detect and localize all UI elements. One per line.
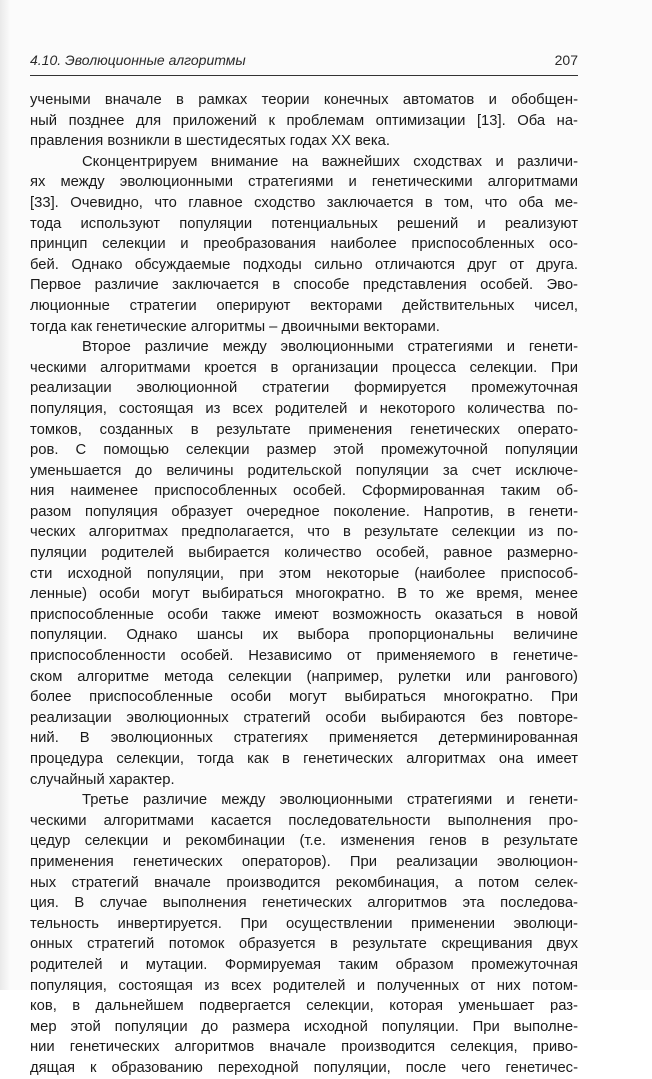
text-line: реализации эволюционной стратегии формируется промежуточная (30, 380, 578, 397)
text-line: пуляции родителей выбирается количество особей, равное размерно- (30, 545, 578, 562)
text-line: бей. Однако обсуждаемые подходы сильно отличаются друг от друга. (30, 256, 578, 273)
text-line: ный позднее для приложений к проблемам оптимизации [13]. Оба на- (30, 112, 578, 129)
text-line: популяция, состоящая из всех родителей и некоторого количества по- (30, 400, 578, 417)
text-line: процедура селекции, тогда как в генетических алгоритмах она имеет (30, 751, 578, 767)
text-line: принцип селекции и преобразования наиболее приспособленных осо- (30, 236, 578, 253)
text-line: реализации эволюционных стратегий особи выбираются без повторе- (30, 709, 578, 726)
text-line: Первое различие заключается в способе представления особей. Эво- (30, 277, 578, 294)
page-number: 207 (554, 52, 578, 68)
text-line: ленные) особи могут выбираться многократно. В то же время, менее (30, 586, 578, 603)
page-edge-shadow (0, 0, 10, 990)
section-title: 4.10. Эволюционные алгоритмы (30, 52, 246, 68)
text-line: приспособленные особи также имеют возможность оказаться в новой (30, 606, 578, 623)
running-header (30, 50, 578, 72)
text-line: применения генетических операторов). При реализации эволюцион- (30, 853, 578, 870)
text-line: нии генетических алгоритмов вначале производится селекция, приво- (30, 1039, 578, 1056)
text-line: мер этой популяции до размера исходной популяции. При выполне- (30, 1018, 578, 1035)
text-line: уменьшается до величины родительской популяции за счет исключе- (30, 462, 578, 479)
text-line: популяции. Однако шансы их выбора пропорциональны величине (30, 627, 578, 644)
text-line: ция. В случае выполнения генетических алгоритмов эта последова- (30, 895, 578, 912)
text-line: сти исходной популяции, при этом некоторые (наиболее приспособ- (30, 565, 578, 582)
text-line: ков, в дальнейшем подвергается селекции, которая уменьшает раз- (30, 998, 578, 1015)
text-line: ров. С помощью селекции размер этой промежуточной популяции (30, 442, 578, 459)
text-line: ческими алгоритмами кроется в организации процесса селекции. При (30, 359, 578, 376)
text-line: правления возникли в шестидесятых годах XX века. (30, 133, 391, 150)
text-line: тогда как генетические алгоритмы – двоичными векторами. (30, 318, 440, 335)
text-line: ях между эволюционными стратегиями и генетическими алгоритмами (30, 174, 578, 191)
paragraph-first-line: Сконцентрируем внимание на важнейших сходствах и различи- (82, 153, 578, 170)
text-line: цедур селекции и рекомбинации (т.е. изменения генов в результате (30, 833, 578, 850)
body-text (30, 90, 578, 1079)
text-line: онных стратегий потомок образуется в результате скрещивания двух (30, 936, 578, 953)
text-line: родителей и мутации. Формируемая таким образом промежуточная (30, 956, 578, 973)
paragraph-first-line: Третье различие между эволюционными стратегиями и генети- (82, 792, 578, 809)
text-line: [33]. Очевидно, что главное сходство заключается в том, что оба ме- (30, 194, 578, 211)
paragraph-first-line: Второе различие между эволюционными стратегиями и генети- (82, 339, 578, 356)
text-line: популяция, состоящая из всех родителей и полученных от них потом- (30, 977, 578, 994)
text-line: тода используют популяции потенциальных решений и реализуют (30, 215, 578, 232)
text-line: случайный характер. (30, 771, 175, 788)
text-line: приспособленности особей. Независимо от применяемого в генетиче- (30, 648, 578, 665)
text-line: ческих алгоритмах предполагается, что в результате селекции из по- (30, 524, 578, 541)
text-line: дящая к образованию переходной популяции, после чего генетичес- (30, 1059, 578, 1076)
text-line: разом популяция образует очередное поколение. Напротив, в генети- (30, 503, 578, 520)
text-line: более приспособленные особи могут выбираться многократно. При (30, 689, 578, 706)
text-line: ском алгоритме метода селекции (например, рулетки или рангового) (30, 668, 578, 685)
text-line: ных стратегий вначале производится рекомбинация, а потом селек- (30, 874, 578, 891)
header-rule (30, 75, 578, 76)
text-line: учеными вначале в рамках теории конечных автоматов и обобщен- (30, 92, 578, 108)
text-line: люционные стратегии оперируют векторами действительных чисел, (30, 297, 578, 314)
text-line: ний. В эволюционных стратегиях применяется детерминированная (30, 730, 578, 747)
text-line: ния наименее приспособленных особей. Сформированная таким об- (30, 483, 578, 500)
text-line: тельность инвертируется. При осуществлении применении эволюци- (30, 915, 578, 932)
text-line: томков, созданных в результате применения генетических операто- (30, 421, 578, 438)
text-line: ческими алгоритмами касается последовательности выполнения про- (30, 812, 578, 829)
